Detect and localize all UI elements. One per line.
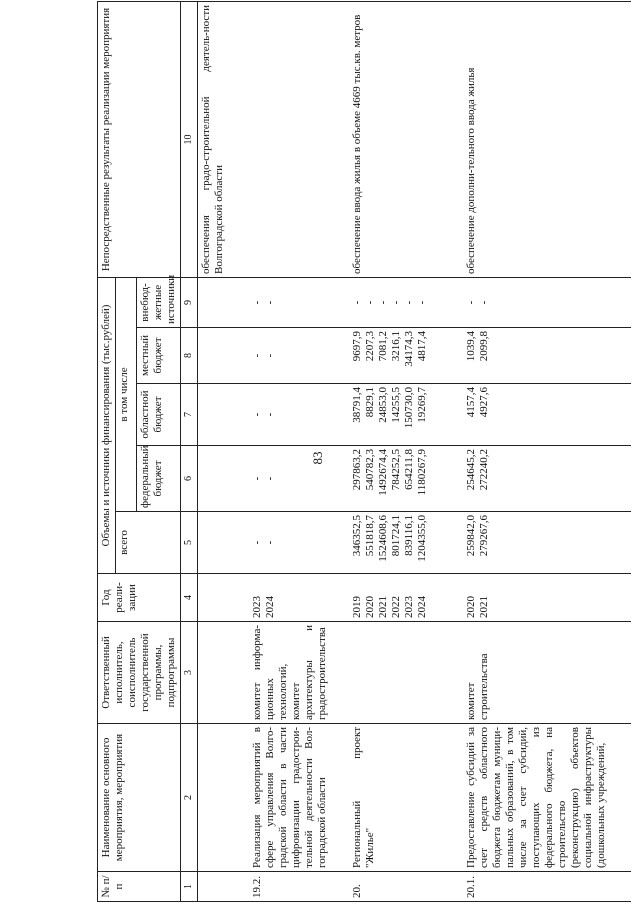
column-number: 5 [180, 512, 197, 574]
row-local [463, 328, 631, 384]
row-federal [463, 446, 631, 512]
federal-value: 254645,2 [465, 449, 478, 491]
year-value: 2024 [415, 596, 428, 618]
local-value: 2099,8 [478, 331, 491, 362]
row-number: 20.1. [463, 872, 631, 902]
extrabudget-value: - [465, 300, 478, 305]
column-number-row [180, 1, 197, 901]
row-extrabudget [349, 277, 463, 327]
regional-value: 4157,4 [465, 387, 478, 418]
extrabudget-value: - [351, 300, 364, 305]
year-value: 2021 [377, 596, 390, 618]
row-regional [349, 384, 463, 446]
local-value: - [264, 353, 277, 358]
local-value: 1039,4 [465, 331, 478, 362]
extrabudget-value: - [478, 300, 491, 305]
extrabudget-value: - [364, 300, 377, 305]
regional-value: 4927,6 [478, 387, 491, 418]
row-extrabudget [463, 277, 631, 327]
total-value: - [264, 540, 277, 545]
local-value: - [251, 353, 264, 358]
column-number: 2 [180, 724, 197, 872]
table-row [463, 1, 631, 901]
row-extrabudget [249, 277, 349, 327]
table-row [349, 1, 463, 901]
column-number: 10 [180, 1, 197, 277]
extrabudget-value: - [377, 300, 390, 305]
total-value: 346352,5 [351, 515, 364, 557]
header-extrabudget: внебюд-жетные источники [136, 277, 180, 327]
total-value: 279267,6 [478, 515, 491, 557]
header-local: местный бюджет [136, 328, 180, 384]
local-value: 3216,1 [390, 331, 403, 362]
row-name: Региональный проект "Жилье" [349, 724, 463, 872]
column-number: 3 [180, 622, 197, 724]
header-num: № п/п [98, 872, 181, 902]
local-value: 4817,4 [415, 331, 428, 362]
year-value: 2020 [465, 596, 478, 618]
row-name: Реализация мероприятий в сфере управления Волго-градской области в части цифровизации градострои-тельной деятельности Вол-гоградской области [249, 724, 349, 872]
total-value: 1524608,6 [377, 515, 390, 562]
row-total [463, 512, 631, 574]
row-result: обеспечение ввода жилья в объеме 4669 тыс.кв. метров [349, 1, 463, 277]
regional-value: - [251, 412, 264, 417]
row-result: обеспечение дополни-тельного ввода жилья [463, 1, 631, 277]
year-value: 2020 [364, 596, 377, 618]
row-total [349, 512, 463, 574]
column-number: 4 [180, 574, 197, 622]
regional-value: 24853,0 [377, 387, 390, 423]
column-number: 8 [180, 328, 197, 384]
row-years [463, 574, 631, 622]
rotated-table-wrapper [97, 2, 637, 902]
row-regional [463, 384, 631, 446]
federal-value: 654211,8 [402, 449, 415, 490]
header-federal: федеральный бюджет [136, 446, 180, 512]
row-executor: комитет строительства [463, 622, 631, 724]
federal-value: - [251, 476, 264, 481]
total-value: 1204355,0 [415, 515, 428, 562]
federal-value: 784252,5 [390, 449, 403, 491]
total-value: 839116,1 [402, 515, 415, 556]
column-number: 7 [180, 384, 197, 446]
table-row [249, 1, 349, 901]
regional-value: 8829,1 [364, 387, 377, 418]
year-value: 2019 [351, 596, 364, 618]
federal-value: 297863,2 [351, 449, 364, 491]
header-year: Год реали-зации [98, 574, 181, 622]
column-number: 6 [180, 446, 197, 512]
row-local [249, 328, 349, 384]
extrabudget-value: - [402, 300, 415, 305]
row-years [249, 574, 349, 622]
local-value: 2207,3 [364, 331, 377, 362]
local-value: 34174,3 [402, 331, 415, 367]
row-number: 19.2. [249, 872, 349, 902]
year-value: 2023 [251, 596, 264, 618]
header-regional: областной бюджет [136, 384, 180, 446]
continuation-row [197, 1, 249, 901]
row-executor [349, 622, 463, 724]
regional-value: 19269,7 [415, 387, 428, 423]
regional-value: 150730,0 [402, 387, 415, 429]
row-executor: комитет информа-ционных технологий, комитет архитектуры и градостроительства [249, 622, 349, 724]
row-local [349, 328, 463, 384]
header-financing-group: Объемы и источники финансирования (тыс.рублей) [98, 277, 116, 573]
continued-result: обеспечения градо-строительной деятель-ности Волгоградской области [197, 1, 249, 277]
federal-value: 1180267,9 [415, 449, 428, 496]
header-results: Непосредственные результаты реализации мероприятия [98, 1, 181, 277]
federal-value: - [264, 476, 277, 481]
row-name: Предоставление субсидий за счет средств областного бюджета бюджетам муници-пальных образований, в том числе за счет субсидий, поступающих из федерального бюджета, на строительство (реконструкцию) объектов социальной инфраструктуры (дошкольных учреждений, [463, 724, 631, 872]
program-table [97, 1, 631, 902]
row-federal [349, 446, 463, 512]
row-total [249, 512, 349, 574]
local-value: 9697,9 [351, 331, 364, 362]
total-value: 551818,7 [364, 515, 377, 557]
extrabudget-value: - [251, 300, 264, 305]
column-number: 1 [180, 872, 197, 902]
federal-value: 272240,2 [478, 449, 491, 491]
page-number-text: 83 [310, 451, 325, 465]
regional-value: 38791,4 [351, 387, 364, 423]
federal-value: 540782,3 [364, 449, 377, 491]
total-value: 801724,1 [390, 515, 403, 557]
header-executor: Ответственный исполнитель, соисполнитель государственной программы, подпрограммы [98, 622, 181, 724]
extrabudget-value: - [390, 300, 403, 305]
column-number: 9 [180, 277, 197, 327]
header-including: в том числе [115, 277, 136, 511]
total-value: - [251, 540, 264, 545]
header-total: всего [115, 512, 180, 574]
row-number: 20. [349, 872, 463, 902]
header-name: Наименование основного мероприятия, мероприятия [98, 724, 181, 872]
row-result [249, 1, 349, 277]
local-value: 7081,2 [377, 331, 390, 362]
regional-value: 14255,5 [390, 387, 403, 423]
federal-value: 1492674,4 [377, 449, 390, 496]
row-regional [249, 384, 349, 446]
row-federal [249, 446, 349, 512]
year-value: 2021 [478, 596, 491, 618]
year-value: 2023 [402, 596, 415, 618]
year-value: 2022 [390, 596, 403, 618]
year-value: 2024 [264, 596, 277, 618]
total-value: 259842,0 [465, 515, 478, 557]
extrabudget-value: - [415, 300, 428, 305]
regional-value: - [264, 412, 277, 417]
row-years [349, 574, 463, 622]
extrabudget-value: - [264, 300, 277, 305]
